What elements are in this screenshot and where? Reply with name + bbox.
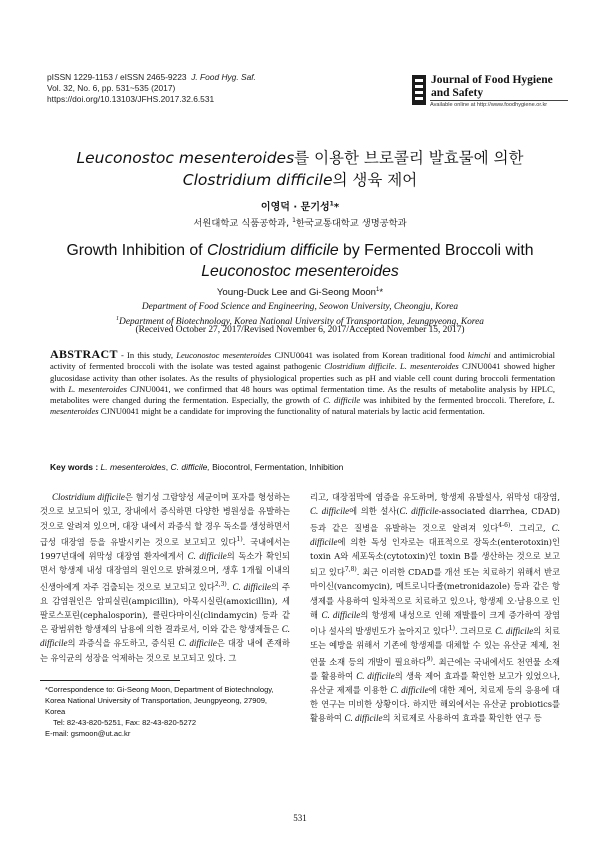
correspondence-email[interactable]: E-mail: gsmoon@ut.ac.kr: [45, 729, 131, 738]
journal-logo-icon: [412, 75, 426, 105]
journal-abbrev: J. Food Hyg. Saf.: [191, 72, 256, 82]
journal-header: [47, 72, 256, 105]
abstract: ABSTRACT - In this study, Leuconostoc mesenteroides CJNU0041 was isolated from Korean traditional food kimchi and antimicrobial activity of fermented broccoli with the isolate was tested against pathogenic Clostridium difficile. L. mesenteroides CJNU0041 showed higher glucosidase activity than other isolates. As the results of physiological properties such as pH and viable cell count during broccoli fermentation with L. mesenteroides CJNU0041, we confirmed that 48 hours was optimal fermentation time. As the results of metabolite analysis by HPLC, metabolites were changed during the fermentation. Especially, the growth of C. difficile was inhibited by the fermented broccoli. Therefore, L. mesenteroides CJNU0041 might be a candidate for improving the functionality of natural materials by lactic acid fermentation.: [50, 347, 556, 417]
volume-info: Vol. 32, No. 6, pp. 531~535 (2017): [47, 83, 176, 93]
received-dates: (Received October 27, 2017/Revised November 6, 2017/Accepted November 15, 2017): [135, 325, 465, 335]
correspondence-footnote: *Correspondence to: Gi-Seong Moon, Department of Biotechnology, Korea National University of Transportation, Jeungpyeong, 27909, Korea Tel: 82-43-820-5251, Fax: 82-43-820-5272 E-mail: gsmoon@ut.ac.kr: [45, 684, 285, 739]
title-english: Growth Inhibition of Clostridium difficile by Fermented Broccoli with Leuconostoc mesenteroides: [66, 242, 534, 280]
affiliation-korean: 서원대학교 식품공학과, $^1$한국교통대학교 생명공학과: [193, 216, 407, 229]
abstract-label: ABSTRACT: [50, 347, 118, 361]
authors-korean: 이영덕 · 문기성$^1$*: [260, 200, 340, 213]
page-number: 531: [293, 813, 307, 823]
journal-name: Journal of Food Hygiene and Safety: [431, 74, 553, 99]
title-korean: Leuconostoc mesenteroides를 이용한 브로콜리 발효물에 의한 Clostridium difficile의 생육 제어: [76, 149, 524, 189]
body-left-column: Clostridium difficile은 혐기성 그람양성 세균이며 포자를 형성하는 것으로 보고되어 있고, 장내에서 증식하면 다양한 병원성을 유발하는 것으로 알려져 있으며, 대장 내에서 과증식 할 경우 독소를 생성하면서 급성 대장염 등을 유발시키는 것으로 보고되고 있다$^{1)}$. 국내에서는 1997년대에 위막성 대장염 환자에게서 C. difficile의 독소가 확인되면서 항생제 내성 대장염의 원인으로 밝혀졌으며, 생후 1개월 이내의 신생아에게 자주 검출되는 것으로 보고되고 있다$^{2,3)}$. C. difficile의 주요 감염원인은 암피실린(ampicillin), 아목시실린(amoxicillin), 세팔로스포린(cephalosporin), 클린다마이신(clindamycin) 등과 같은 광범위한 항생제의 남용에 의한 결과로서, 이와 같은 항생제들은 C. difficile의 과증식을 유도하고, 증식된 C. difficile은 대장 내에 존재하는 유익균의 성장을 억제하는 것으로 보고되고 있다. 그: [40, 492, 290, 663]
divider: [430, 100, 568, 101]
authors-english: Young-Duck Lee and Gi-Seong Moon$^1$*: [216, 287, 384, 299]
affiliation-english: Department of Food Science and Engineering, Seowon University, Cheongju, Korea $^1$Department of Biotechnology, Korea National University of Transportation, Jeungpyeong, Korea: [116, 302, 484, 327]
body-right-column: 리고, 대장점막에 염증을 유도하며, 항생제 유발설사, 위막성 대장염, C. difficile에 의한 설사(C. difficile-associated diarrhea, CDAD) 등과 같은 질병을 유발하는 것으로 알려져 있다$^{4-6)}$. 그리고, C. difficile에 의한 독성 인자로는 대표적으로 장독소(enterotoxin)인 toxin A와 세포독소(cytotoxin)인 toxin B를 생산하는 것으로 보고되고 있다$^{7,8)}$. 최근 이러한 CDAD를 개선 또는 치료하기 위해서 반코마이신(vancomycin), 메트로니다졸(metronidazole) 등과 같은 항생제를 사용하여 일차적으로 치료하고 있으나, 항생제 오·남용으로 인해 C. difficile의 항생제 내성으로 인해 재발률이 크게 증가하여 장염이나 설사의 발생빈도가 높아지고 있다$^{1)}$. 그러므로 C. difficile의 치료 또는 예방을 위해서 기존에 항생제를 대체할 수 있는 유산균 제제, 천연물 소재 등의 개발이 필요하다$^{9)}$. 최근에는 국내에서도 천연물 소재를 활용하여 C. difficile의 생육 제어 효과를 확인한 보고가 있었으나, 유산균 제제를 이용한 C. difficile에 대한 제어, 치료제 등의 응용에 대한 연구는 미비한 상황이다. 하지만 해외에서는 유산균 probiotics를 활용하여 C. difficile의 치료제로 사용하여 효과를 확인한 연구 등: [310, 492, 561, 724]
issn: pISSN 1229-1153 / eISSN 2465-9223: [47, 72, 187, 82]
footnote-divider: [40, 680, 180, 681]
journal-masthead: [412, 72, 568, 112]
doi-link[interactable]: https://doi.org/10.13103/JFHS.2017.32.6.531: [47, 94, 215, 104]
keywords: Key words : L. mesenteroides, C. difficile, Biocontrol, Fermentation, Inhibition: [50, 462, 344, 472]
journal-url[interactable]: Available online at http://www.foodhygiene.or.kr: [430, 102, 548, 108]
